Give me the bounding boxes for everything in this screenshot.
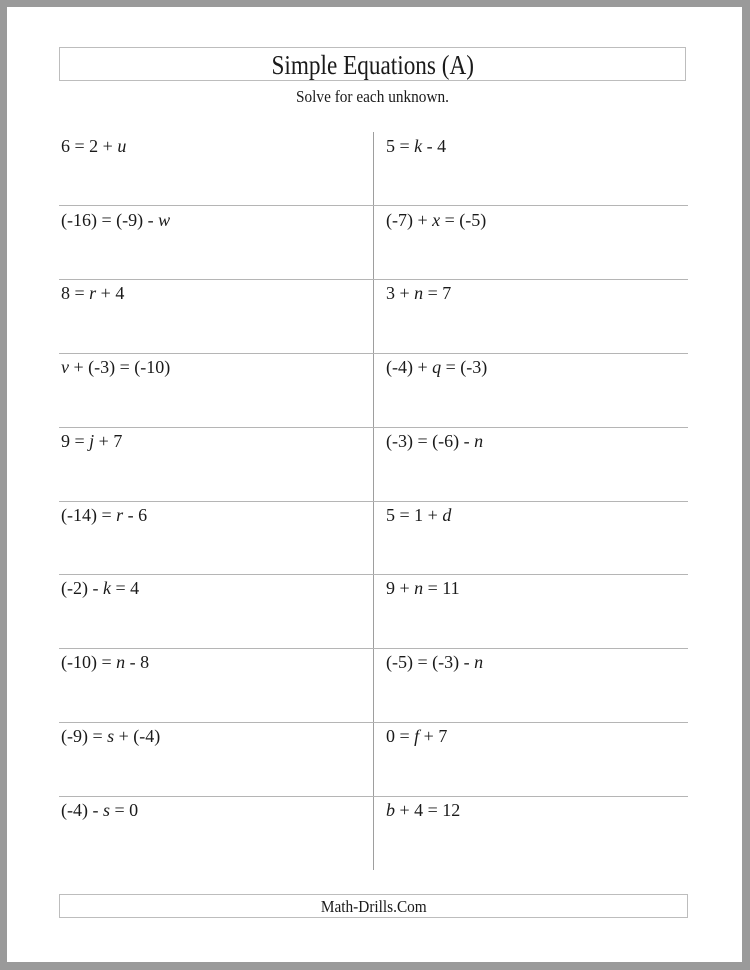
row-divider (59, 427, 688, 428)
footer-site-name: Math-Drills.Com (320, 896, 427, 916)
footer-box (59, 894, 688, 918)
row-divider (59, 205, 688, 206)
equation-right-2: (-7) + x = (-5) (386, 210, 487, 230)
equation-left-4: v + (-3) = (-10) (61, 357, 171, 377)
page-title: Simple Equations (A) (271, 49, 474, 80)
equation-right-5: (-3) = (-6) - n (386, 431, 484, 451)
equation-left-9: (-9) = s + (-4) (61, 726, 161, 746)
instructions: Solve for each unknown. (296, 87, 449, 106)
equation-left-1: 6 = 2 + u (61, 136, 127, 156)
equation-right-8: (-5) = (-3) - n (386, 652, 484, 672)
worksheet-page (7, 7, 742, 962)
equation-left-8: (-10) = n - 8 (61, 652, 150, 672)
equation-left-5: 9 = j + 7 (61, 431, 123, 451)
equation-left-2: (-16) = (-9) - w (61, 210, 171, 230)
equation-right-7: 9 + n = 11 (386, 578, 460, 598)
equation-right-1: 5 = k - 4 (386, 136, 447, 156)
equation-right-10: b + 4 = 12 (386, 800, 461, 820)
equation-right-6: 5 = 1 + d (386, 505, 452, 525)
title-box (59, 47, 686, 81)
row-divider (59, 279, 688, 280)
equation-left-3: 8 = r + 4 (61, 283, 125, 303)
equation-right-3: 3 + n = 7 (386, 283, 452, 303)
equation-left-10: (-4) - s = 0 (61, 800, 139, 820)
row-divider (59, 501, 688, 502)
equation-left-7: (-2) - k = 4 (61, 578, 140, 598)
row-divider (59, 648, 688, 649)
equation-left-6: (-14) = r - 6 (61, 505, 148, 525)
equation-right-9: 0 = f + 7 (386, 726, 448, 746)
row-divider (59, 574, 688, 575)
row-divider (59, 722, 688, 723)
row-divider (59, 353, 688, 354)
row-divider (59, 796, 688, 797)
equation-right-4: (-4) + q = (-3) (386, 357, 488, 377)
